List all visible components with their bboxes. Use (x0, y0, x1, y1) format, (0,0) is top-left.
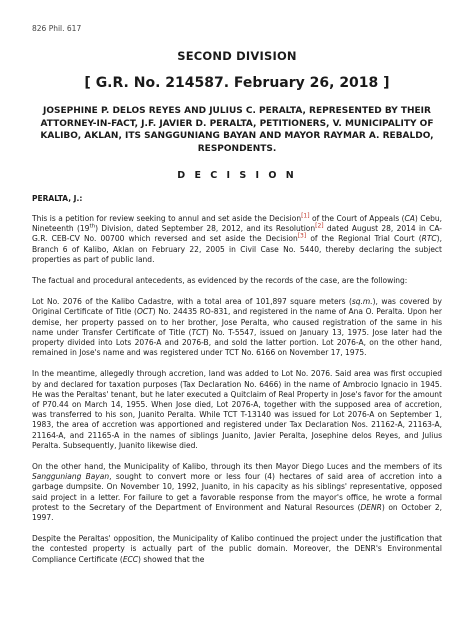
paragraph-municipality: On the other hand, the Municipality of Kalibo, through its then Mayor Diego Luces and the members of its Sangguniang Bayan, sought to convert more or less four (4) hectares of said area of accretion into a garbage dumpsite. On November 10, 1992, Juanito, in his capacity as his siblings' representative, opposed said project in a letter. For failure to get a favorable response from the mayor's office, he wrote a formal protest to the Secretary of the Department of Environment and Natural Resources (DENR) on October 2, 1997. (32, 462, 442, 523)
footnote-link-3[interactable]: [3] (297, 232, 307, 240)
footnote-link-2[interactable]: [2] (315, 222, 324, 230)
footnote-link-1[interactable]: [1] (301, 212, 310, 220)
paragraph-intro: This is a petition for review seeking to annul and set aside the Decision[1] of the Court of Appeals (CA) Cebu, Nineteenth (19th) Division, dated September 28, 2012, and its Resolution[2] dated August 28, 2014 in CA-G.R. CEB-CV No. 00700 which reversed and set aside the Decision[3] of the Regional Trial Court (RTC), Branch 6 of Kalibo, Aklan on February 22, 2005 in Civil Case No. 5440, thereby declaring the subject properties as part of public land. (32, 212, 443, 264)
case-number-heading: [ G.R. No. 214587. February 26, 2018 ] (84, 75, 390, 91)
paragraph-antecedents: The factual and procedural antecedents, as evidenced by the records of the case, are the following: (32, 276, 408, 286)
ponente: PERALTA, J.: (32, 194, 83, 203)
paragraph-lot-history: Lot No. 2076 of the Kalibo Cadastre, with a total area of 101,897 square meters (sq.m.), was covered by Original Certificate of Title (OCT) No. 24435 RO-831, and registered in the name of Ana O. Peralta. Upon her demise, her property passed on to her brother, Jose Peralta, who caused registration of the same in his name under Transfer Certificate of Title (TCT) No. T-5547, issued on January 13, 1975. Jose later had the property divided into Lots 2076-A and 2076-B, and sold the latter portion. Lot 2076-A, on the other hand, remained in Jose's name and was registered under TCT No. 6166 on November 17, 1975. (32, 297, 442, 358)
paragraph-opposition: Despite the Peraltas' opposition, the Municipality of Kalibo continued the project under the justification that the contested property is actually part of the public domain. Moreover, the DENR's Environmental Compliance Certificate (ECC) showed that the (32, 534, 442, 564)
paragraph-accretion: In the meantime, allegedly through accretion, land was added to Lot No. 2076. Said area was first occupied by and declared for taxation purposes (Tax Declaration No. 6466) in the name of Ambrocio Ignacio in 1945. He was the Peraltas' tenant, but he later executed a Quitclaim of Real Property in Jose's favor for the amount of P70.44 on March 14, 1955. When Jose died, Lot 2076-A, together with the supposed area of accretion, was transferred to his son, Juanito Peralta. While TCT T-13140 was issued for Lot 2076-A on September 1, 1983, the area of accretion was apportioned and registered under Tax Declaration Nos. 21162-A, 21163-A, 21164-A, and 21165-A in the names of siblings Juanito, Javier Peralta, Josephine delos Reyes, and Julius Peralta. Subsequently, Juanito likewise died. (32, 369, 442, 450)
case-parties: JOSEPHINE P. DELOS REYES AND JULIUS C. PERALTA, REPRESENTED BY THEIR ATTORNEY-IN-FACT, J.F. JAVIER D. PERALTA, PETITIONERS, V. MUNICIPALITY OF KALIBO, AKLAN, ITS SANGGUNIANG BAYAN AND MAYOR RAYMAR A. REBALDO, RESPONDENTS. (40, 106, 434, 154)
report-reference: 826 Phil. 617 (32, 24, 82, 33)
division-title: SECOND DIVISION (177, 49, 297, 63)
decision-heading: D E C I S I O N (177, 170, 297, 181)
